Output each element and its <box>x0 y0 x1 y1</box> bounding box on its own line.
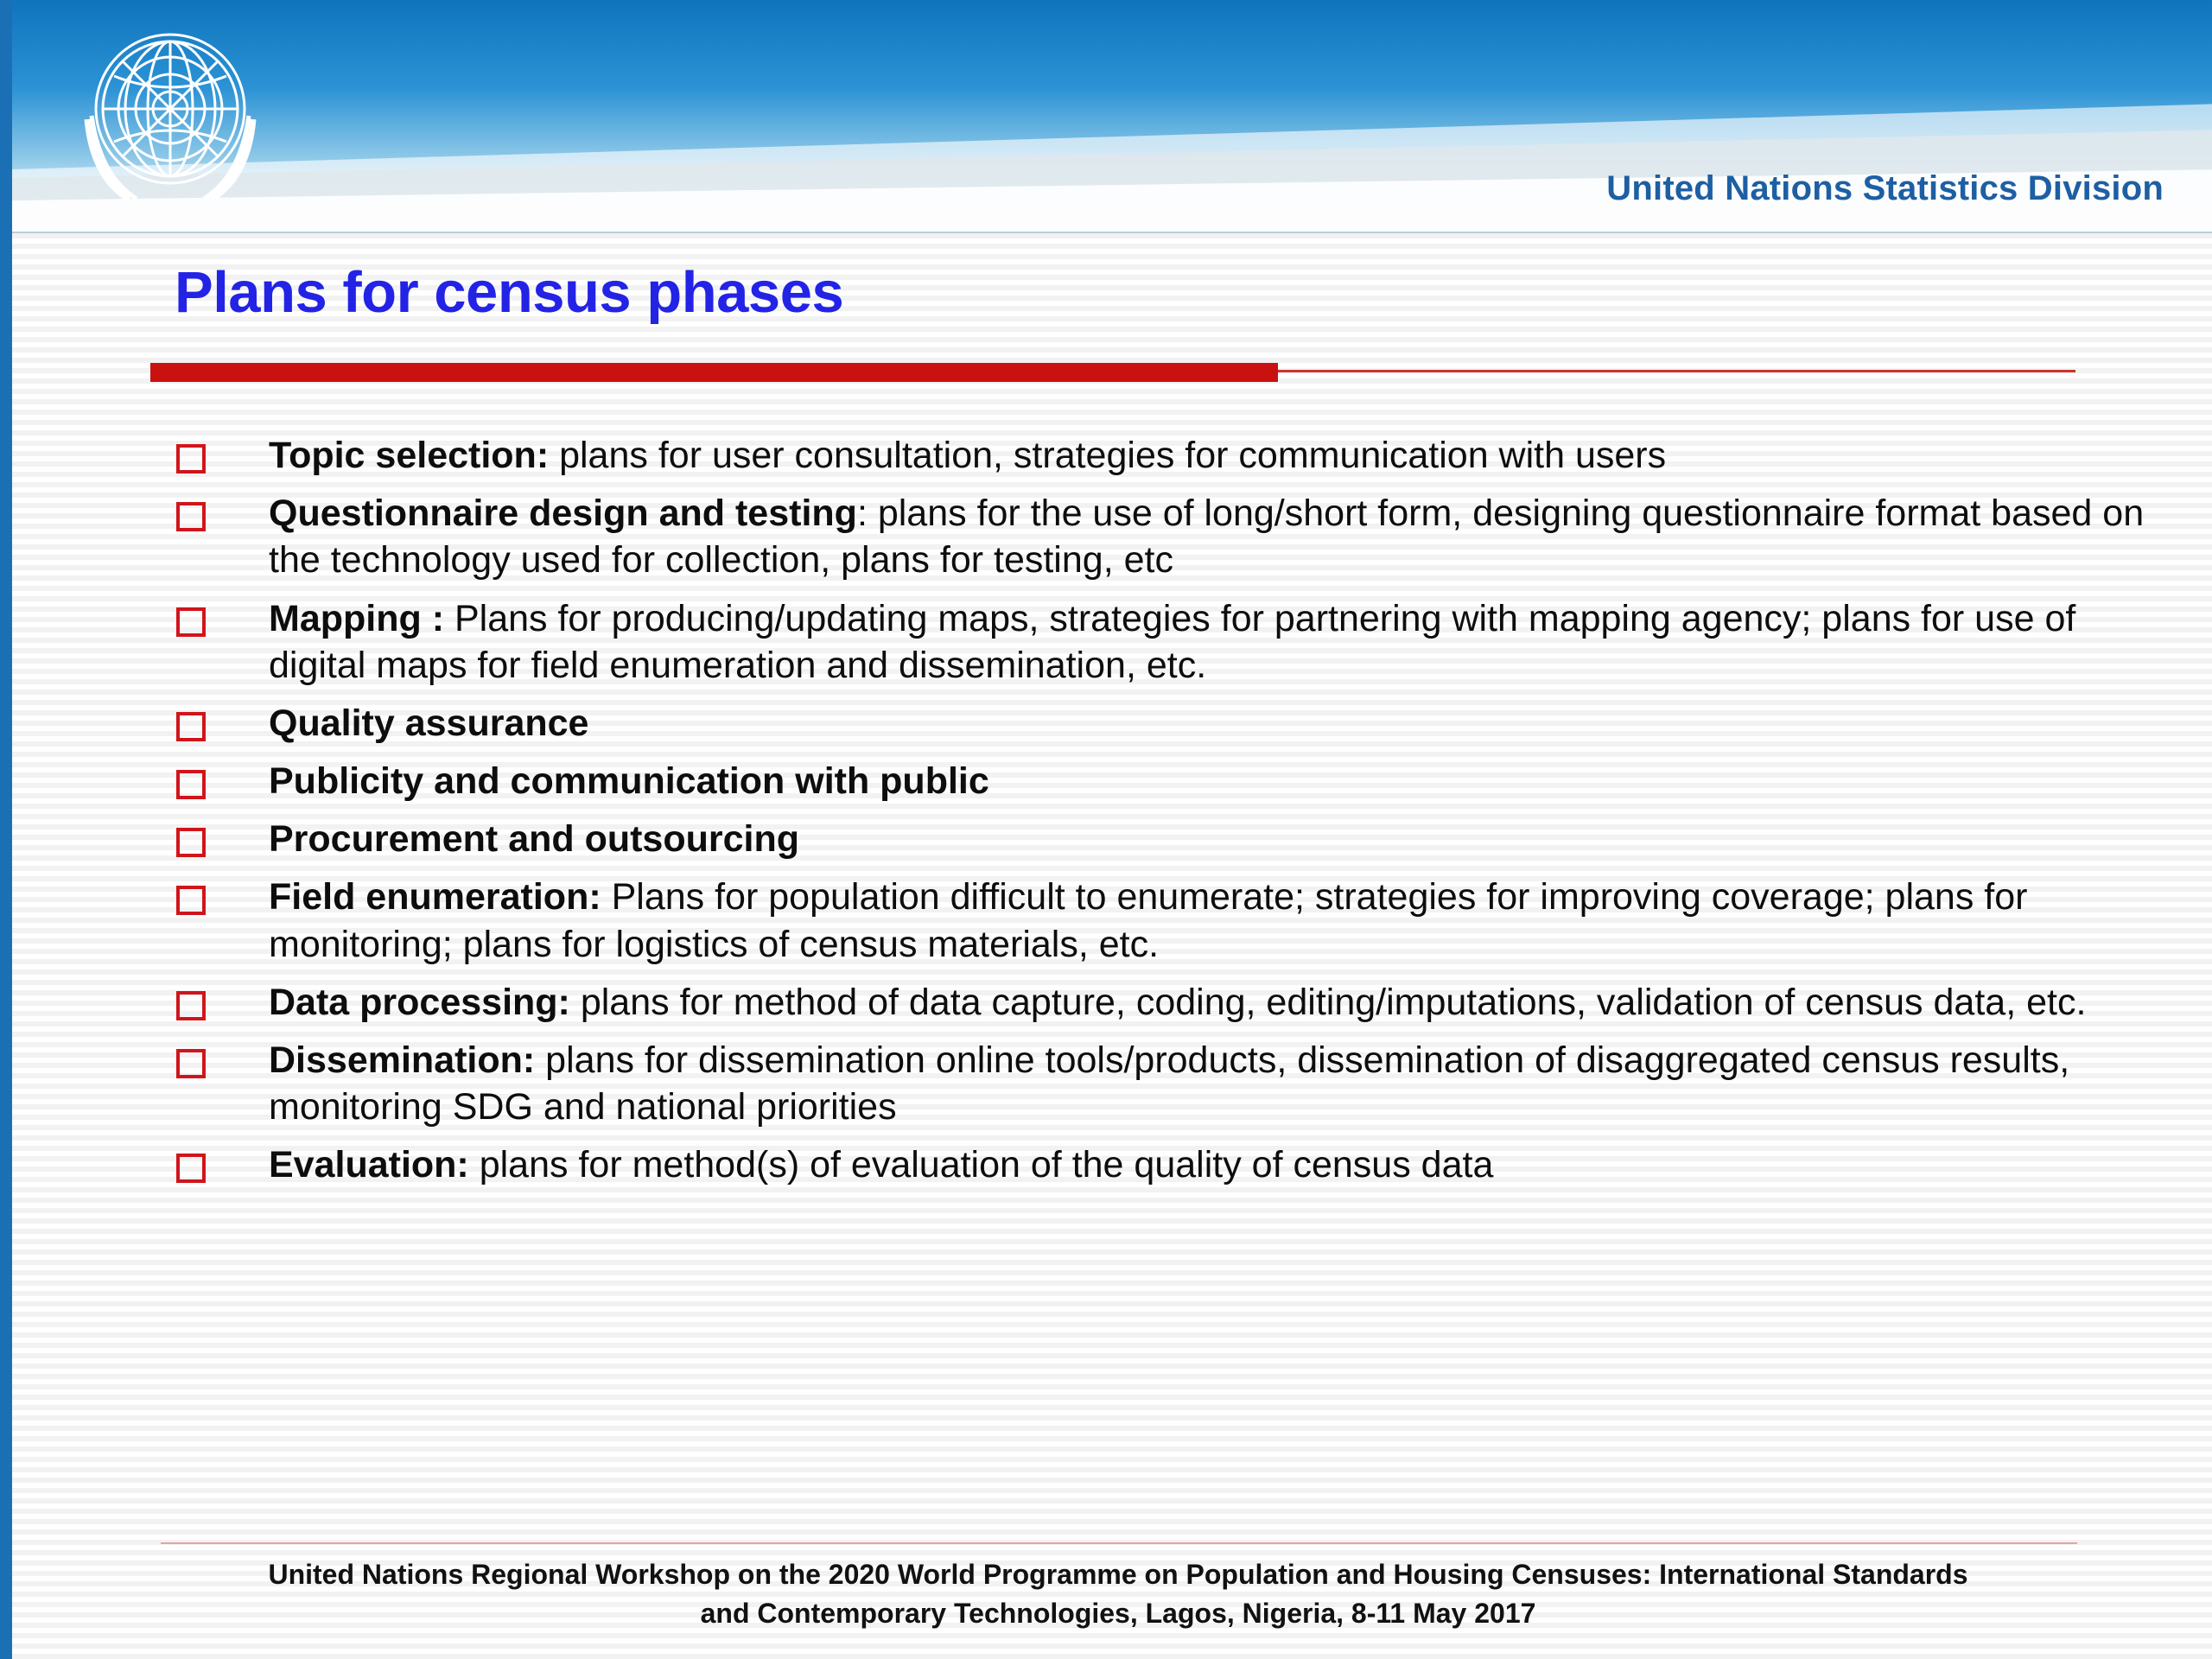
list-item-text <box>269 595 2164 689</box>
slide-footer <box>12 1555 2212 1633</box>
list-item <box>150 595 2164 689</box>
header-divider <box>12 232 2212 233</box>
un-emblem-icon <box>54 16 287 214</box>
footer-divider <box>161 1542 2077 1544</box>
list-item-heading: Data processing: <box>269 981 570 1023</box>
list-item-heading: Dissemination: <box>269 1039 536 1081</box>
list-item-body: plans for user consultation, strategies for communication with users <box>549 435 1667 476</box>
red-square-bullet-icon <box>176 828 206 857</box>
red-square-bullet-icon <box>176 1154 206 1183</box>
list-item-heading: Field enumeration: <box>269 876 601 918</box>
list-item-body: Plans for population difficult to enumerate; strategies for improving coverage; plans for monitoring; plans for logistics of census materials, etc. <box>269 876 2028 965</box>
list-item <box>150 490 2164 583</box>
list-item <box>150 979 2164 1026</box>
red-square-bullet-icon <box>176 991 206 1020</box>
list-item-text <box>269 816 2164 862</box>
list-item <box>150 700 2164 747</box>
list-item-body: plans for dissemination online tools/products, dissemination of disaggregated census results, monitoring SDG and national priorities <box>269 1039 2070 1128</box>
list-item-heading: Evaluation: <box>269 1144 469 1186</box>
list-item-text <box>269 1141 2164 1188</box>
list-item-body: plans for method of data capture, coding, editing/imputations, validation of census data, etc. <box>569 981 2087 1023</box>
list-item <box>150 1141 2164 1188</box>
list-item-heading: Quality assurance <box>269 702 589 744</box>
organization-label: United Nations Statistics Division <box>1606 169 2164 207</box>
list-item-text <box>269 432 2164 479</box>
list-item-text <box>269 1037 2164 1130</box>
footer-line-1: United Nations Regional Workshop on the 2020 World Programme on Population and Housing Censuses: International Standards <box>268 1559 1968 1590</box>
list-item-heading: Procurement and outsourcing <box>269 818 800 861</box>
list-item-heading: Mapping : <box>269 597 445 639</box>
red-square-bullet-icon <box>176 502 206 531</box>
list-item-body: Plans for producing/updating maps, strategies for partnering with mapping agency; plans for use of digital maps for field enumeration and dissemination, etc. <box>269 597 2076 686</box>
list-item-text <box>269 758 2164 804</box>
list-item-body: : plans for the use of long/short form, designing questionnaire format based on the technology used for collection, plans for testing, etc <box>269 493 2145 582</box>
slide-header <box>12 0 2212 233</box>
list-item <box>150 874 2164 967</box>
red-square-bullet-icon <box>176 607 206 637</box>
list-item-heading: Publicity and communication with public <box>269 760 989 803</box>
list-item-heading: Questionnaire design and testing <box>269 493 857 535</box>
bullet-list <box>150 432 2164 1199</box>
list-item-body: plans for method(s) of evaluation of the quality of census data <box>468 1144 1494 1186</box>
list-item-text <box>269 490 2164 583</box>
red-square-bullet-icon <box>176 444 206 474</box>
list-item-heading: Topic selection: <box>269 435 550 476</box>
page-title: Plans for census phases <box>175 260 844 325</box>
red-square-bullet-icon <box>176 1049 206 1078</box>
red-square-bullet-icon <box>176 712 206 741</box>
list-item <box>150 432 2164 479</box>
list-item <box>150 816 2164 862</box>
list-item <box>150 1037 2164 1130</box>
list-item-text <box>269 874 2164 967</box>
title-underline-thick <box>150 363 1278 382</box>
red-square-bullet-icon <box>176 770 206 799</box>
list-item-text <box>269 979 2164 1026</box>
red-square-bullet-icon <box>176 886 206 915</box>
list-item <box>150 758 2164 804</box>
footer-line-2: and Contemporary Technologies, Lagos, Nigeria, 8-11 May 2017 <box>700 1597 1536 1629</box>
list-item-text <box>269 700 2164 747</box>
